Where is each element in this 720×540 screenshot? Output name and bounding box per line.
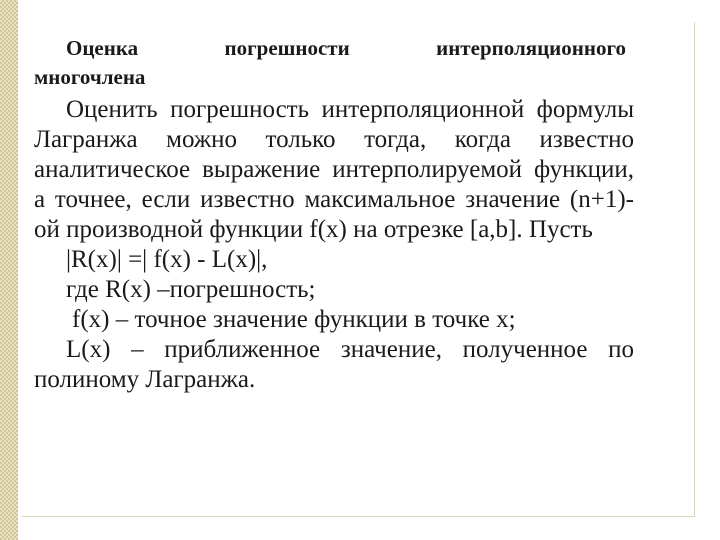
body-paragraph: Оценить погрешность интерполяционной формулы Лагранжа можно только тогда, когда известно аналитическое выражение интерполируемой функции, а точнее, если известно максимальное значение (n+1)-ой производной функции f(x) на отрезке [a,b]. Пусть	[34, 96, 634, 243]
slide-content	[34, 30, 634, 395]
slide-heading	[34, 34, 634, 92]
definition-r: где R(x) –погрешность;	[66, 276, 316, 303]
decorative-side-bar	[0, 0, 18, 540]
definition-l: L(x) – приближенное значение, полученное по полиному Лагранжа.	[34, 336, 634, 393]
definition-f: f(x) – точное значение функции в точке x;	[72, 306, 516, 333]
heading-line-1: Оценка погрешности интерполяционного	[66, 36, 626, 60]
error-formula: |R(x)| =| f(x) - L(x)|,	[66, 246, 268, 273]
heading-line-2: многочлена	[34, 65, 146, 89]
